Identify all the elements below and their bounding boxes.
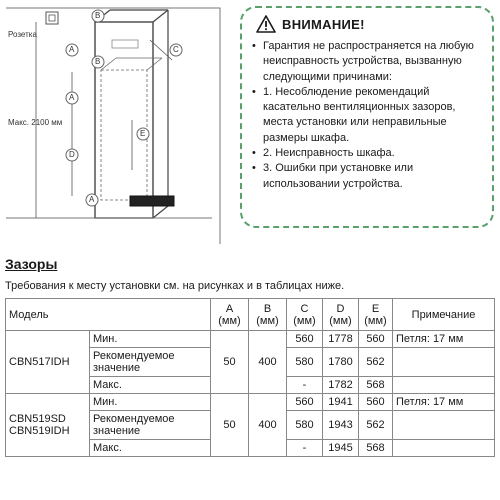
value-d: 1780 [323,348,359,377]
warning-item: • 2. Неисправность шкафа. [252,146,488,161]
height-label: Макс. 2100 мм [8,118,63,127]
warning-box [240,6,494,228]
value-d: 1943 [323,411,359,440]
dim-letter-e: E [140,129,146,138]
note-cell [393,377,495,394]
value-e: 562 [359,411,393,440]
value-d: 1782 [323,377,359,394]
warning-item: • 1. Несоблюдение рекомендаций касательно вентиляционных зазоров, места установки или неправильные размеры шкафа. [252,85,488,146]
model-cell: CBN519SD CBN519IDH [6,394,90,457]
value-c: 560 [287,331,323,348]
value-d: 1778 [323,331,359,348]
socket-label: Розетка [8,30,37,39]
note-cell [393,411,495,440]
value-c: 560 [287,394,323,411]
model-cell: CBN517IDH [6,331,90,394]
dim-letter-d: D [69,150,75,159]
section-title: Зазоры [5,256,58,272]
row-label: Рекомендуемое значение [90,411,211,440]
col-header-model: Модель [6,299,211,331]
value-d: 1945 [323,440,359,457]
value-c: - [287,377,323,394]
value-b: 400 [249,331,287,394]
value-c: - [287,440,323,457]
value-b: 400 [249,394,287,457]
dim-letter-c: C [173,45,179,54]
value-a: 50 [211,394,249,457]
col-header-c: C (мм) [287,299,323,331]
value-e: 568 [359,377,393,394]
warning-item: • Гарантия не распространяется на любую неисправность устройства, вызванную следующими причинами: [252,39,488,85]
warning-item: • 3. Ошибки при установке или использовании устройства. [252,161,488,192]
dim-letter-b: B [95,57,101,66]
installation-diagram [0,0,232,247]
warning-triangle-icon [256,15,276,33]
note-cell: Петля: 17 мм [393,394,495,411]
table-header-row [6,299,495,331]
value-a: 50 [211,331,249,394]
col-header-e: E (мм) [359,299,393,331]
col-header-a: A (мм) [211,299,249,331]
value-e: 560 [359,331,393,348]
value-c: 580 [287,348,323,377]
row-label: Рекомендуемое значение [90,348,211,377]
warning-title: ВНИМАНИЕ! [282,17,365,32]
section-intro: Требования к месту установки см. на рисунках и в таблицах ниже. [5,280,345,292]
col-header-b: B (мм) [249,299,287,331]
value-e: 560 [359,394,393,411]
note-cell [393,440,495,457]
value-d: 1941 [323,394,359,411]
row-label: Макс. [90,440,211,457]
row-label: Мин. [90,331,211,348]
dim-letter-a: A [69,93,75,102]
note-cell [393,348,495,377]
row-label: Макс. [90,377,211,394]
value-e: 562 [359,348,393,377]
note-cell: Петля: 17 мм [393,331,495,348]
dim-letter-a: A [89,195,95,204]
dim-letter-a: A [69,45,75,54]
warning-list [252,39,488,192]
row-label: Мин. [90,394,211,411]
socket-icon [46,12,58,24]
dim-letter-b: B [95,11,101,20]
clearance-table [5,298,495,457]
table-row [6,394,495,411]
table-row [6,331,495,348]
value-e: 568 [359,440,393,457]
col-header-d: D (мм) [323,299,359,331]
value-c: 580 [287,411,323,440]
col-header-note: Примечание [393,299,495,331]
